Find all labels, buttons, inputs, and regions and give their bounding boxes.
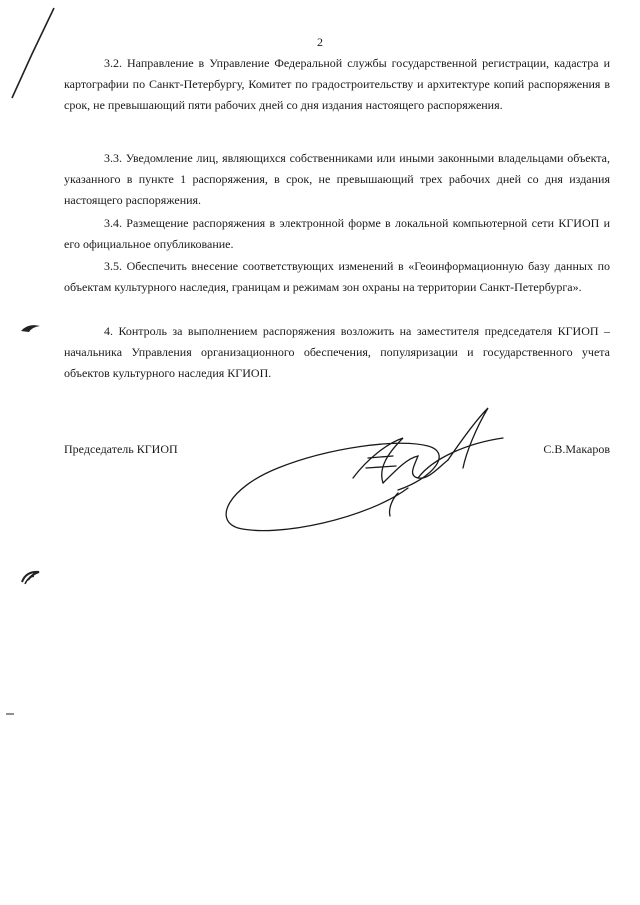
scan-mark-icon (20, 322, 42, 334)
signatory-title: Председатель КГИОП (64, 442, 178, 456)
paragraph-3-4: 3.4. Размещение распоряжения в электронной форме в локальной компьютерной сети КГИОП и его официальное опубликование. (64, 216, 610, 251)
margin-stroke-mark (4, 6, 60, 102)
handwritten-signature (218, 398, 508, 548)
paragraph-3-3: 3.3. Уведомление лиц, являющихся собственниками или иными законными владельцами объекта, указанного в пункте 1 распоряжения, в срок, не превышающий трех рабочих дней со дня издания настоящего распоряжения. (64, 151, 610, 207)
scan-mark-icon (20, 568, 42, 586)
page-number: 2 (317, 35, 323, 49)
signatory-name: С.В.Макаров (543, 442, 610, 456)
paragraph-4: 4. Контроль за выполнением распоряжения возложить на заместителя председателя КГИОП – начальника Управления организационного обеспечения, популяризации и государственного учета объектов культурного наследия КГИОП. (64, 324, 610, 380)
paragraph-3-5: 3.5. Обеспечить внесение соответствующих изменений в «Геоинформационную базу данных по объектам культурного наследия, границам и режимам зон охраны на территории Санкт-Петербурга». (64, 259, 610, 294)
scan-mark-icon (6, 712, 16, 716)
paragraph-3-2: 3.2. Направление в Управление Федеральной службы государственной регистрации, кадастра и картографии по Санкт-Петербургу, Комитет по градостроительству и архитектуре копий распоряжения в срок, не превышающий пяти рабочих дней со дня издания настоящего распоряжения. (64, 56, 610, 112)
